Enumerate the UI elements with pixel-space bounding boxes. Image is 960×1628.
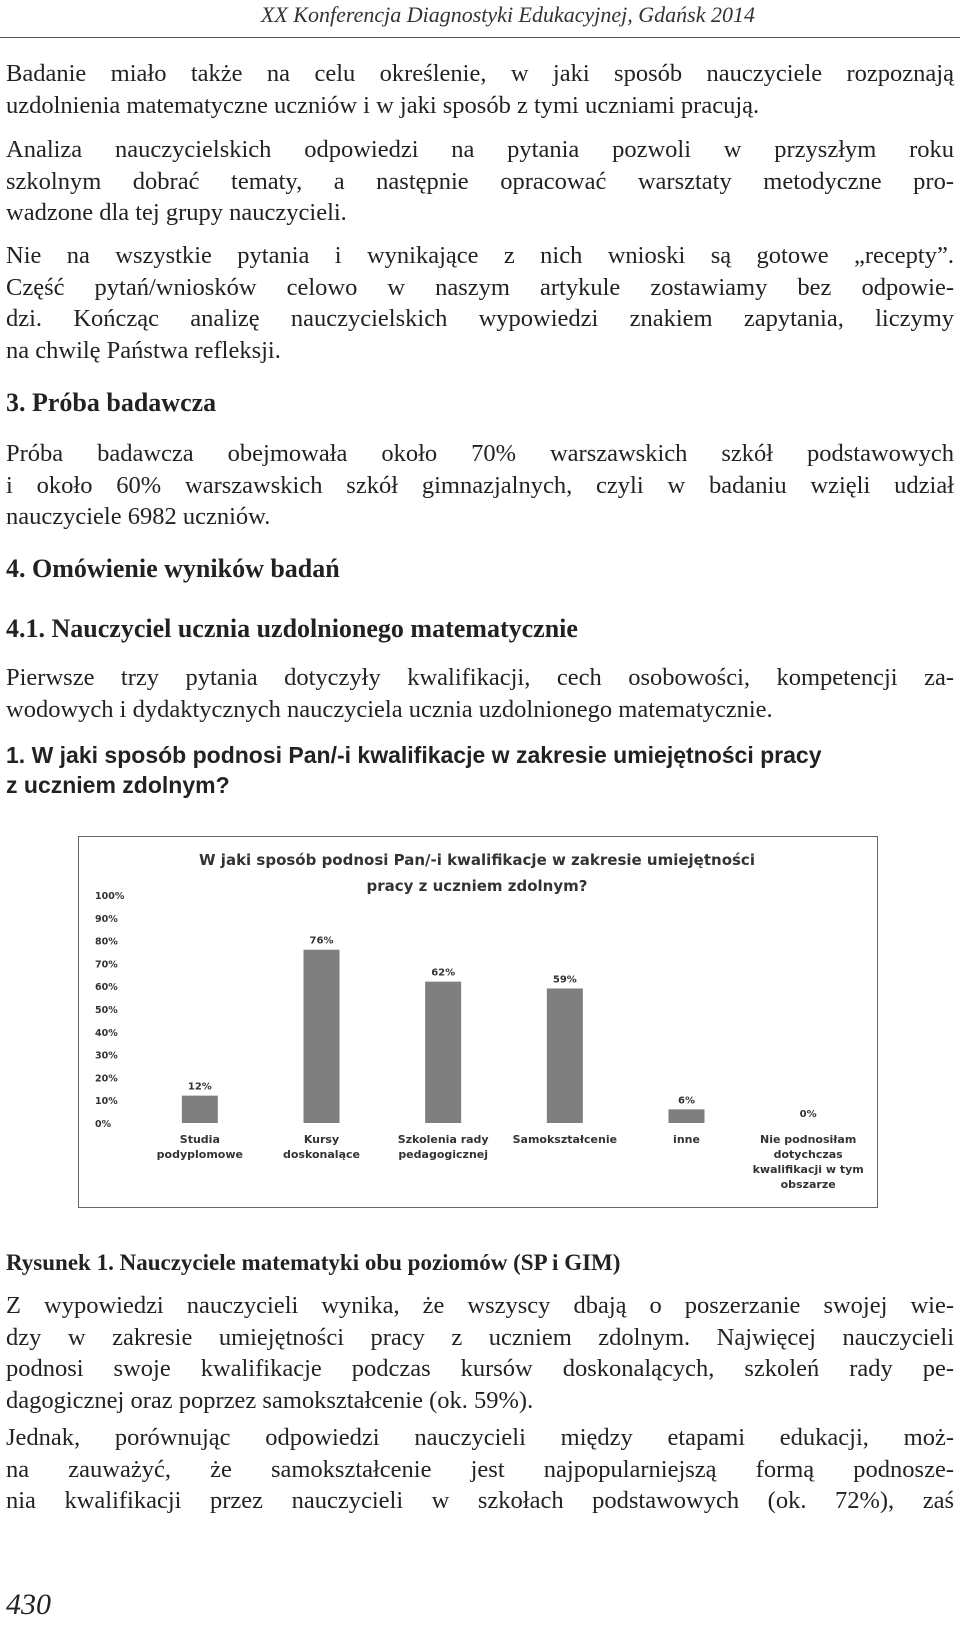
data-label: 62% [431,967,456,979]
y-tick-label: 30% [95,1050,118,1062]
section-4-1-text [6,662,954,725]
paragraph-line: szkolnym dobrać tematy, a następnie opracować warsztaty metodyczne pro- [6,167,954,195]
paragraph-line: podnosi swoje kwalifikacje podczas kursów doskonalących, szkoleń rady pe- [6,1355,954,1382]
paragraph-line: wodowych i dydaktycznych nauczyciela ucznia uzdolnionego matematycznie. [6,695,773,723]
chart-x-axis [157,1133,864,1191]
chart-title-line: W jaki sposób podnosi Pan/-i kwalifikacje w zakresie umiejętności [199,851,755,869]
paragraph-line: Jednak, porównując odpowiedzi nauczycieli między etapami edukacji, moż- [6,1424,954,1451]
y-tick-label: 10% [95,1096,118,1108]
paragraph-line: wadzone dla tej grupy nauczycieli. [6,199,347,226]
category-label: pedagogicznej [398,1148,489,1161]
bar [304,950,340,1123]
paragraph-line: na zauważyć, że samokształcenie jest najpopularniejszą formą podnosze- [6,1455,954,1483]
y-tick-label: 20% [95,1073,118,1085]
data-label: 12% [187,1081,212,1093]
y-tick-label: 40% [95,1027,118,1039]
paragraph-line: Z wypowiedzi nauczycieli wynika, że wszyscy dbają o poszerzanie swojej wie- [6,1292,954,1319]
header-title: XX Konferencja Diagnostyki Edukacyjnej, Gdańsk 2014 [260,2,755,27]
paragraph-line: Pierwsze trzy pytania dotyczyły kwalifikacji, cech osobowości, kompetencji za- [6,664,954,691]
paragraph-line: dzy w zakresie umiejętności pracy z uczniem zdolnym. Najwięcej nauczycieli [6,1323,954,1351]
paragraph-line: Nie na wszystkie pytania i wynikające z nich wnioski są gotowe „recepty”. [6,242,954,269]
data-label: 59% [552,974,577,986]
category-label: Nie podnosiłam [760,1133,857,1146]
paragraph-line: i około 60% warszawskich szkół gimnazjalnych, czyli w badaniu wzięli udział [6,471,954,499]
category-label: obszarze [780,1178,836,1191]
category-label: Kursy [303,1133,340,1146]
paragraph-line: dzi. Kończąc analizę nauczycielskich wypowiedzi znakiem zapytania, liczymy [6,305,954,332]
category-label: Samokształcenie [512,1133,618,1146]
category-label: Szkolenia rady [397,1133,489,1146]
data-label: 76% [309,935,334,947]
question-line: z uczniem zdolnym? [6,772,230,798]
paragraph-1 [6,58,954,121]
section-heading-3: 3. Próba badawcza [6,388,217,417]
section-3-text [6,438,954,533]
category-label: Studia [179,1133,220,1146]
chart-title-line: pracy z uczniem zdolnym? [366,877,588,895]
running-header [0,0,960,38]
y-tick-label: 70% [95,959,118,971]
paragraph-line: dagogicznej oraz poprzez samokształcenie (ok. 59%). [6,1386,534,1414]
question-line: 1. W jaki sposób podnosi Pan/-i kwalifikacje w zakresie umiejętności pracy [6,742,822,768]
data-label: 0% [799,1109,817,1120]
paragraph-3 [6,240,954,366]
paragraph-2 [6,134,954,229]
y-tick-label: 60% [95,982,118,994]
paragraph-line: Badanie miało także na celu określenie, w jaki sposób nauczyciele rozpoznają [6,60,954,87]
bar [182,1096,218,1123]
section-heading-4-1: 4.1. Nauczyciel ucznia uzdolnionego matematycznie [6,614,578,643]
bar-chart [79,837,876,1206]
y-tick-label: 0% [95,1119,112,1130]
paragraph-6 [6,1422,954,1517]
category-label: kwalifikacji w tym [752,1163,864,1176]
category-label: dotychczas [773,1148,843,1161]
paragraph-line: Analiza nauczycielskich odpowiedzi na pytania pozwoli w przyszłym roku [6,136,954,163]
category-label: doskonalące [283,1148,360,1161]
y-tick-label: 100% [95,891,125,902]
figure-caption: Rysunek 1. Nauczyciele matematyki obu poziomów (SP i GIM) [6,1250,621,1275]
paragraph-line: uzdolnienia matematyczne uczniów i w jaki sposób z tymi uczniami pracują. [6,91,760,119]
paragraph-line: na chwilę Państwa refleksji. [6,336,281,364]
paragraph-5 [6,1254,954,1416]
chart-title [199,851,755,895]
y-tick-label: 50% [95,1005,118,1016]
section-heading-4: 4. Omówienie wyników badań [6,554,340,583]
y-tick-label: 90% [95,913,118,925]
chart-data-labels [188,936,817,1120]
category-label: podyplomowe [156,1148,243,1161]
bar [669,1109,705,1123]
chart-y-axis [95,891,125,1130]
question-heading [6,740,822,800]
category-label: inne [673,1133,700,1146]
figure-chart [78,836,878,1208]
data-label: 6% [678,1095,695,1107]
paragraph-line: nauczyciele 6982 uczniów. [6,503,271,530]
bar [425,982,461,1123]
bar [547,988,583,1123]
paragraph-line: Próba badawcza obejmowała około 70% warszawskich szkół podstawowych [6,440,954,467]
y-tick-label: 80% [95,936,118,948]
paragraph-line: Część pytań/wniosków celowo w naszym artykule zostawiamy bez odpowie- [6,273,954,301]
paragraph-line: nia kwalifikacji przez nauczycieli w szkołach podstawowych (ok. 72%), zaś [6,1487,954,1514]
page-number: 430 [6,1588,51,1621]
